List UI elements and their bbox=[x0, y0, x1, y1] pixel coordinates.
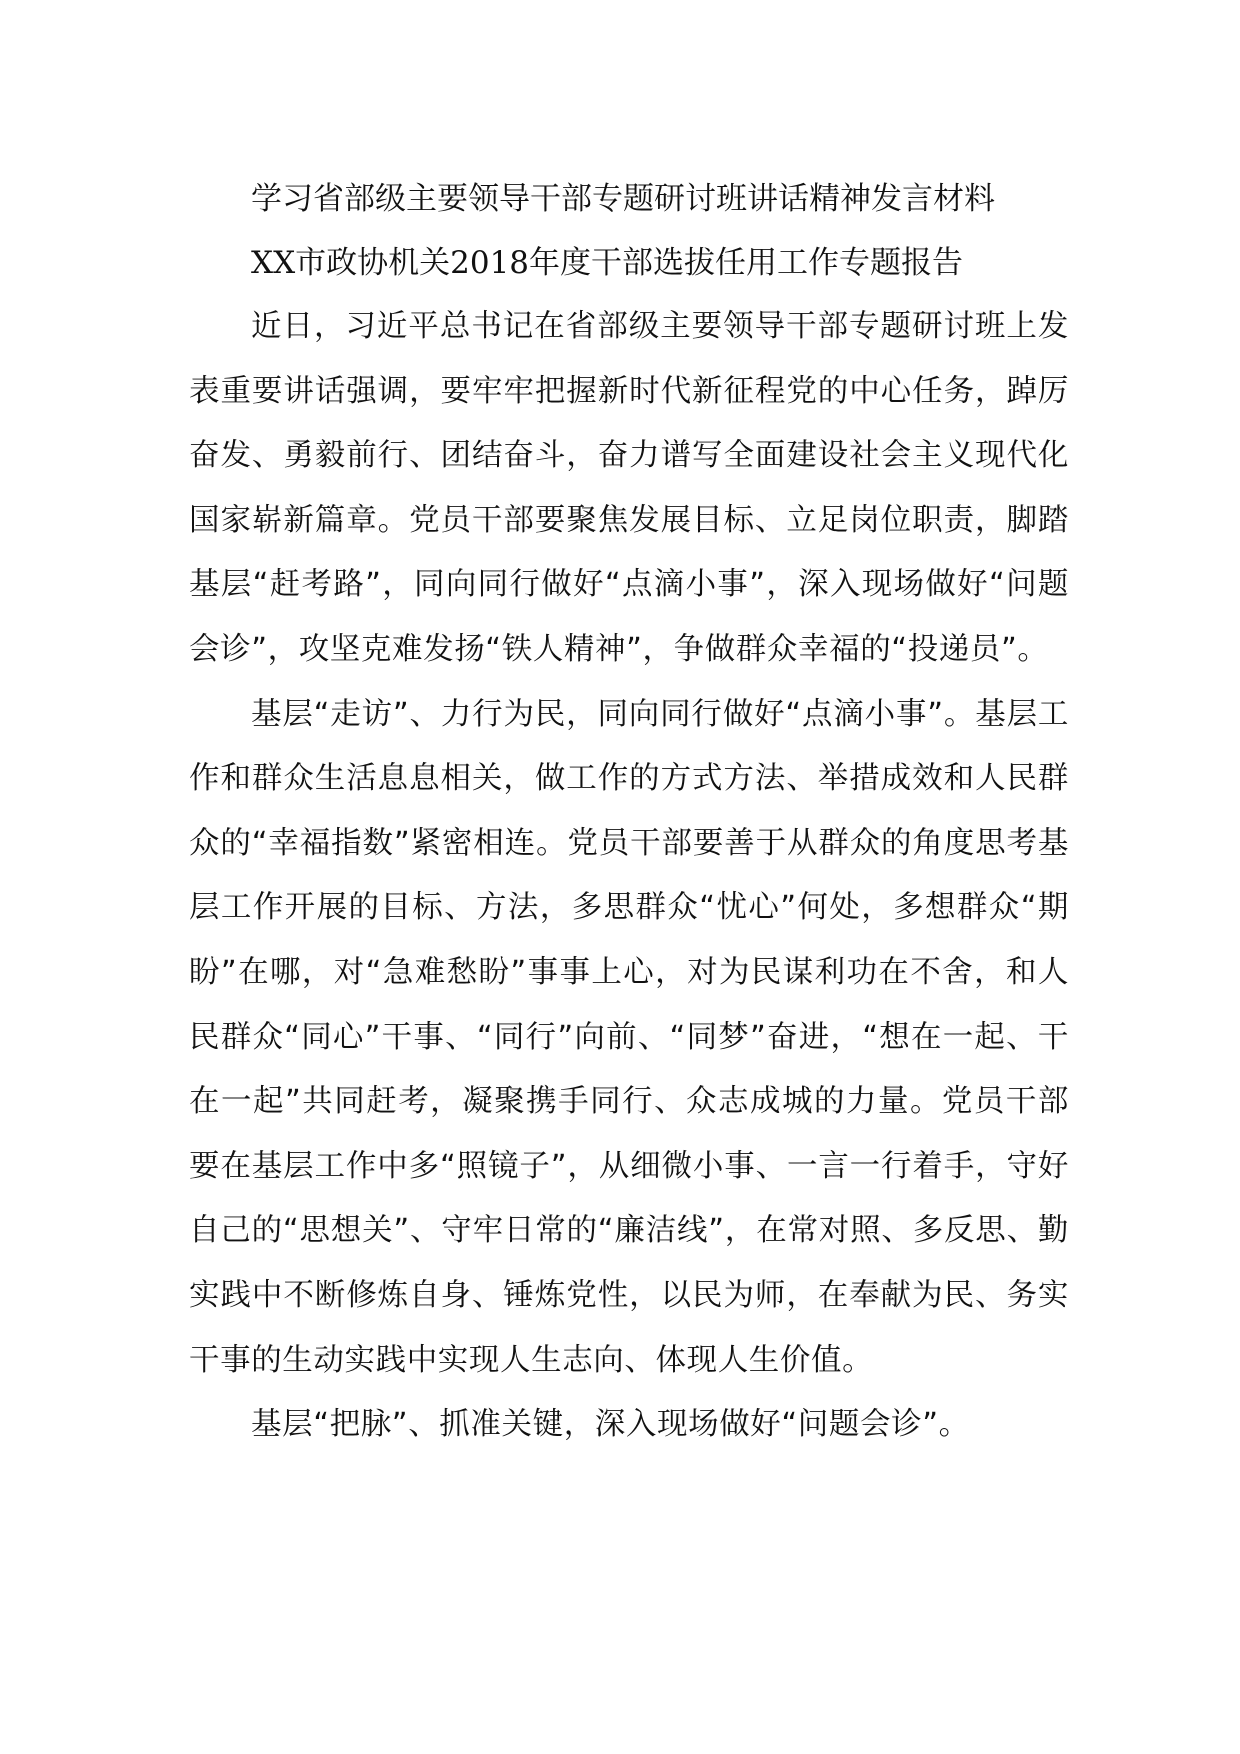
paragraph-3: 基层“把脉”、抓准关键，深入现场做好“问题会诊”。 bbox=[251, 1407, 970, 1443]
paragraph-2: 基层“走访”、力行为民，同向同行做好“点滴小事”。基层工作和群众生活息息相关，做工作的方式方法、举措成效和人民群众的“幸福指数”紧密相连。党员干部要善于从群众的角度思考基层工作开展的目标、方法，多思群众“忧心”何处，多想群众“期盼”在哪，对“急难愁盼”事事上心，对为民谋利功在不舍，和人民群众“同心”干事、“同行”向前、“同梦”奋进，“想在一起、干在一起”共同赶考，凝聚携手同行、众志成城的力量。党员干部要在基层工作中多“照镜子”，从细微小事、一言一行着手，守好自己的“思想关”、守牢日常的“廉洁线”，在常对照、多反思、勤实践中不断修炼自身、锤炼党性，以民为师，在奉献为民、务实干事的生动实践中实现人生志向、体现人生价值。 bbox=[189, 696, 1069, 1378]
document-body bbox=[189, 167, 1069, 1458]
document-subtitle: XX市政协机关2018年度干部选拔任用工作专题报告 bbox=[251, 245, 964, 281]
paragraph-1: 近日，习近平总书记在省部级主要领导干部专题研讨班上发表重要讲话强调，要牢牢把握新时代新征程党的中心任务，踔厉奋发、勇毅前行、团结奋斗，奋力谱写全面建设社会主义现代化国家崭新篇章。党员干部要聚焦发展目标、立足岗位职责，脚踏基层“赶考路”，同向同行做好“点滴小事”，深入现场做好“问题会诊”，攻坚克难发扬“铁人精神”，争做群众幸福的“投递员”。 bbox=[189, 309, 1069, 667]
document-title: 学习省部级主要领导干部专题研讨班讲话精神发言材料 bbox=[251, 181, 995, 217]
